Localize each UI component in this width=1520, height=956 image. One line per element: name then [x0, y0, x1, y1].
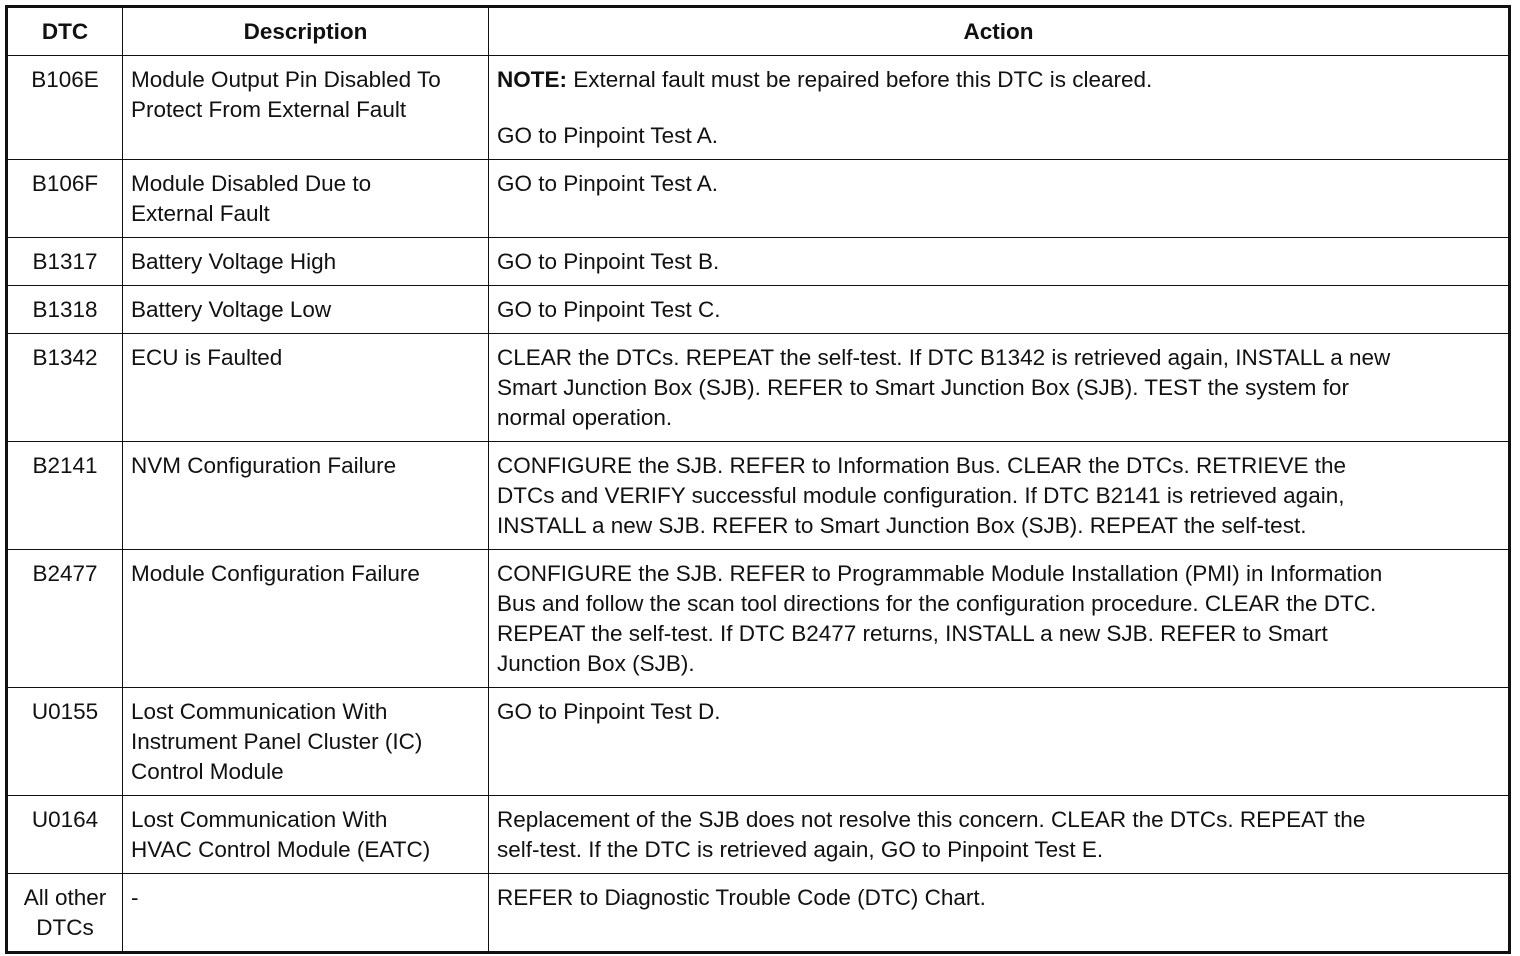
dtc-code: U0155	[7, 688, 123, 796]
dtc-action: Replacement of the SJB does not resolve this concern. CLEAR the DTCs. REPEAT the self-test. If the DTC is retrieved again, GO to Pinpoint Test E.	[489, 796, 1510, 874]
table-row	[7, 442, 1510, 550]
dtc-code: B106E	[7, 56, 123, 160]
dtc-description: Module Disabled Due to External Fault	[123, 160, 489, 238]
dtc-description: Battery Voltage Low	[123, 286, 489, 334]
table-row	[7, 550, 1510, 688]
dtc-action: CONFIGURE the SJB. REFER to Programmable Module Installation (PMI) in Information Bus and follow the scan tool directions for the configuration procedure. CLEAR the DTC. REPEAT the self-test. If DTC B2477 returns, INSTALL a new SJB. REFER to Smart Junction Box (SJB).	[489, 550, 1510, 688]
table-row	[7, 238, 1510, 286]
table-row	[7, 874, 1510, 953]
dtc-description: Battery Voltage High	[123, 238, 489, 286]
dtc-description: Module Output Pin Disabled To Protect From External Fault	[123, 56, 489, 160]
dtc-table	[5, 5, 1511, 954]
dtc-action: REFER to Diagnostic Trouble Code (DTC) Chart.	[489, 874, 1510, 953]
dtc-code: B1317	[7, 238, 123, 286]
header-description: Description	[123, 7, 489, 56]
dtc-description: NVM Configuration Failure	[123, 442, 489, 550]
dtc-description: Lost Communication With Instrument Panel Cluster (IC) Control Module	[123, 688, 489, 796]
dtc-action: GO to Pinpoint Test A.	[489, 160, 1510, 238]
note-text: External fault must be repaired before this DTC is cleared.	[567, 67, 1153, 92]
dtc-action	[489, 56, 1510, 160]
dtc-code: B1318	[7, 286, 123, 334]
dtc-action: CLEAR the DTCs. REPEAT the self-test. If DTC B1342 is retrieved again, INSTALL a new Smart Junction Box (SJB). REFER to Smart Junction Box (SJB). TEST the system for normal operation.	[489, 334, 1510, 442]
dtc-code: B2477	[7, 550, 123, 688]
dtc-action: GO to Pinpoint Test B.	[489, 238, 1510, 286]
table-row	[7, 286, 1510, 334]
dtc-action: CONFIGURE the SJB. REFER to Information Bus. CLEAR the DTCs. RETRIEVE the DTCs and VERIFY successful module configuration. If DTC B2141 is retrieved again, INSTALL a new SJB. REFER to Smart Junction Box (SJB). REPEAT the self-test.	[489, 442, 1510, 550]
dtc-description: -	[123, 874, 489, 953]
note-line	[497, 65, 1500, 95]
table-row	[7, 56, 1510, 160]
dtc-code: U0164	[7, 796, 123, 874]
dtc-code: B106F	[7, 160, 123, 238]
table-row	[7, 334, 1510, 442]
dtc-code: B1342	[7, 334, 123, 442]
table-header-row	[7, 7, 1510, 56]
dtc-action: GO to Pinpoint Test D.	[489, 688, 1510, 796]
dtc-action: GO to Pinpoint Test C.	[489, 286, 1510, 334]
header-action: Action	[489, 7, 1510, 56]
table-row	[7, 160, 1510, 238]
dtc-code: B2141	[7, 442, 123, 550]
action-text: GO to Pinpoint Test A.	[497, 123, 718, 148]
header-dtc: DTC	[7, 7, 123, 56]
dtc-description: Lost Communication With HVAC Control Module (EATC)	[123, 796, 489, 874]
dtc-description: ECU is Faulted	[123, 334, 489, 442]
dtc-code: All other DTCs	[7, 874, 123, 953]
table-row	[7, 796, 1510, 874]
note-label: NOTE:	[497, 67, 567, 92]
table-row	[7, 688, 1510, 796]
dtc-description: Module Configuration Failure	[123, 550, 489, 688]
